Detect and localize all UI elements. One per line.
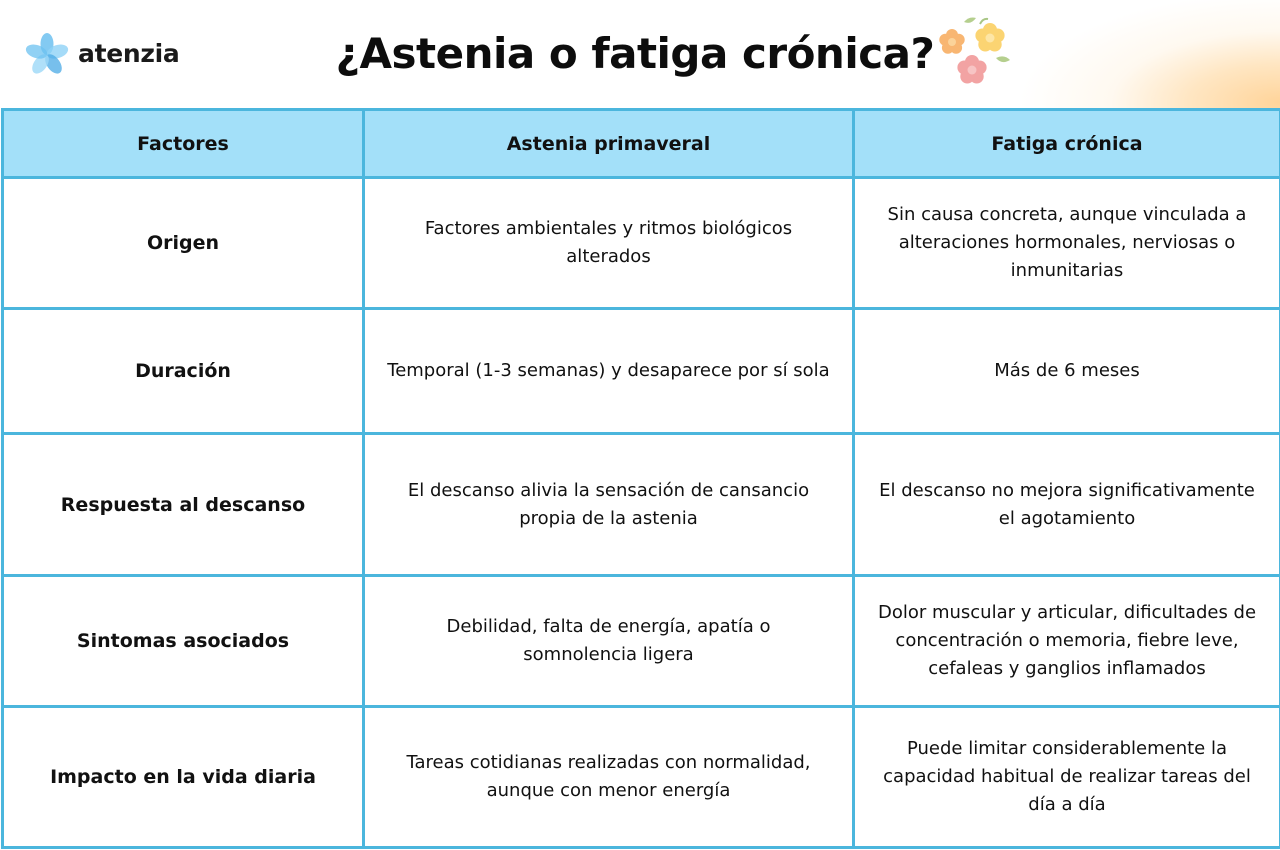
table-row: [3, 707, 1280, 848]
cell-fatiga: Sin causa concreta, aunque vinculada a alteraciones hormonales, nerviosas o inmunitarias: [854, 178, 1280, 309]
header-factores: Factores: [3, 110, 364, 178]
cell-fatiga: Más de 6 meses: [854, 309, 1280, 434]
cell-astenia: Tareas cotidianas realizadas con normalidad, aunque con menor energía: [364, 707, 854, 848]
header: [0, 0, 1280, 108]
brand-logo[interactable]: [24, 32, 179, 78]
header-fatiga-cronica: Fatiga crónica: [854, 110, 1280, 178]
cell-fatiga: El descanso no mejora significativamente el agotamiento: [854, 434, 1280, 576]
row-factor: Origen: [3, 178, 364, 309]
cell-fatiga: Puede limitar considerablemente la capacidad habitual de realizar tareas del día a día: [854, 707, 1280, 848]
row-factor: Respuesta al descanso: [3, 434, 364, 576]
cell-astenia: Temporal (1-3 semanas) y desaparece por sí sola: [364, 309, 854, 434]
flowers-icon: [936, 14, 1014, 88]
header-astenia-primaveral: Astenia primaveral: [364, 110, 854, 178]
atenzia-star-logo-icon: [24, 32, 70, 78]
cell-fatiga: Dolor muscular y articular, dificultades de concentración o memoria, fiebre leve, cefaleas y ganglios inflamados: [854, 575, 1280, 706]
table-row: [3, 178, 1280, 309]
table-row: [3, 309, 1280, 434]
brand-name: atenzia: [78, 38, 180, 68]
cell-astenia: Factores ambientales y ritmos biológicos alterados: [364, 178, 854, 309]
cell-astenia: El descanso alivia la sensación de cansancio propia de la astenia: [364, 434, 854, 576]
comparison-table: [1, 108, 1280, 849]
row-factor: Duración: [3, 309, 364, 434]
table-row: [3, 575, 1280, 706]
row-factor: Impacto en la vida diaria: [3, 707, 364, 848]
cell-astenia: Debilidad, falta de energía, apatía o somnolencia ligera: [364, 575, 854, 706]
table-row: [3, 434, 1280, 576]
page-title: ¿Astenia o fatiga crónica?: [335, 29, 935, 78]
table-header-row: [3, 110, 1280, 178]
row-factor: Sintomas asociados: [3, 575, 364, 706]
